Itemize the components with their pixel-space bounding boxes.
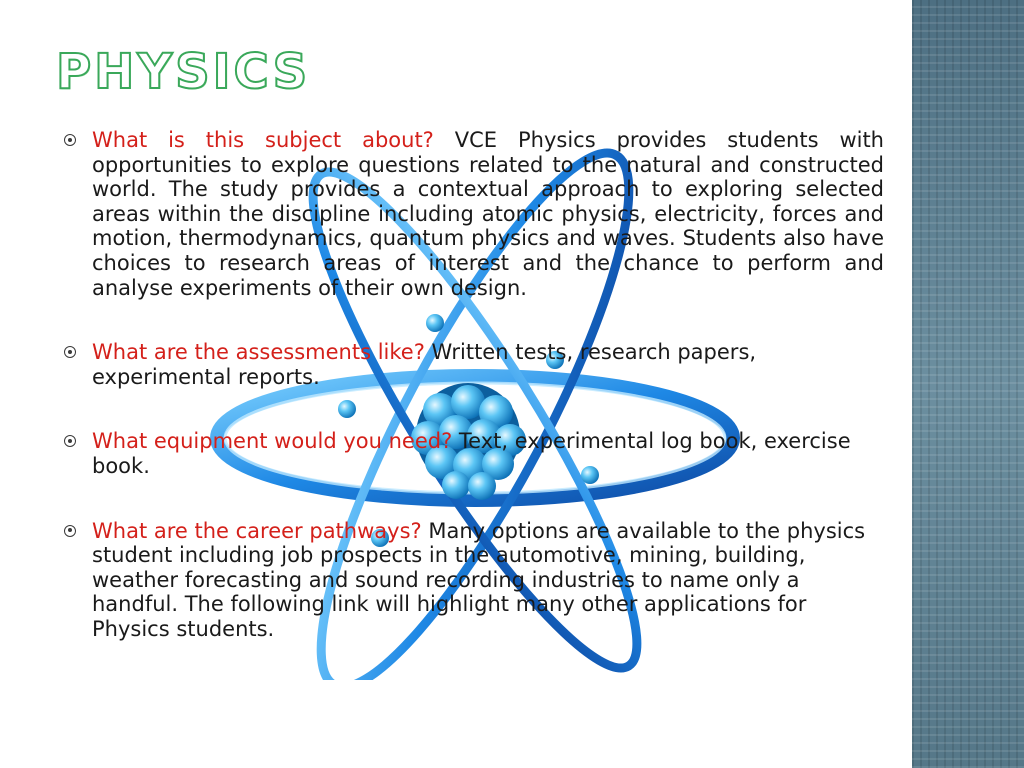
circle-dot-icon (64, 525, 76, 537)
side-panel (912, 0, 1024, 768)
bullet-item-assessments (64, 340, 884, 389)
bullet-item-equipment (64, 429, 884, 478)
bullet-question: What are the assessments like? (92, 340, 425, 365)
bullet-answer: Written tests, research papers, experimental reports. (92, 340, 757, 389)
circle-dot-icon (64, 435, 76, 447)
slide-title: PHYSICS (56, 44, 311, 100)
bullet-question: What equipment would you need? (92, 429, 453, 454)
bullet-item-subject (64, 128, 884, 300)
bullet-item-career (64, 519, 884, 642)
bullet-answer: Many options are available to the physics student including job prospects in the automotive, mining, building, weather forecasting and sound recording industries to name only a handful. The following link will highlight many other applications for Physics students. (92, 518, 866, 641)
bullet-answer: VCE Physics provides students with opportunities to explore questions related to the natural and constructed world. The study provides a contextual approach to exploring selected areas within the discipline including atomic physics, electricity, forces and motion, thermodynamics, quantum physics and waves. Students also have choices to research areas of interest and the chance to perform and analyse experiments of their own design. (92, 128, 884, 300)
circle-dot-icon (64, 134, 76, 146)
bullet-question: What is this subject about? (92, 128, 434, 152)
circle-dot-icon (64, 346, 76, 358)
bullet-answer: Text, experimental log book, exercise book. (92, 429, 851, 478)
bullet-list (64, 128, 884, 682)
bullet-question: What are the career pathways? (92, 518, 422, 543)
